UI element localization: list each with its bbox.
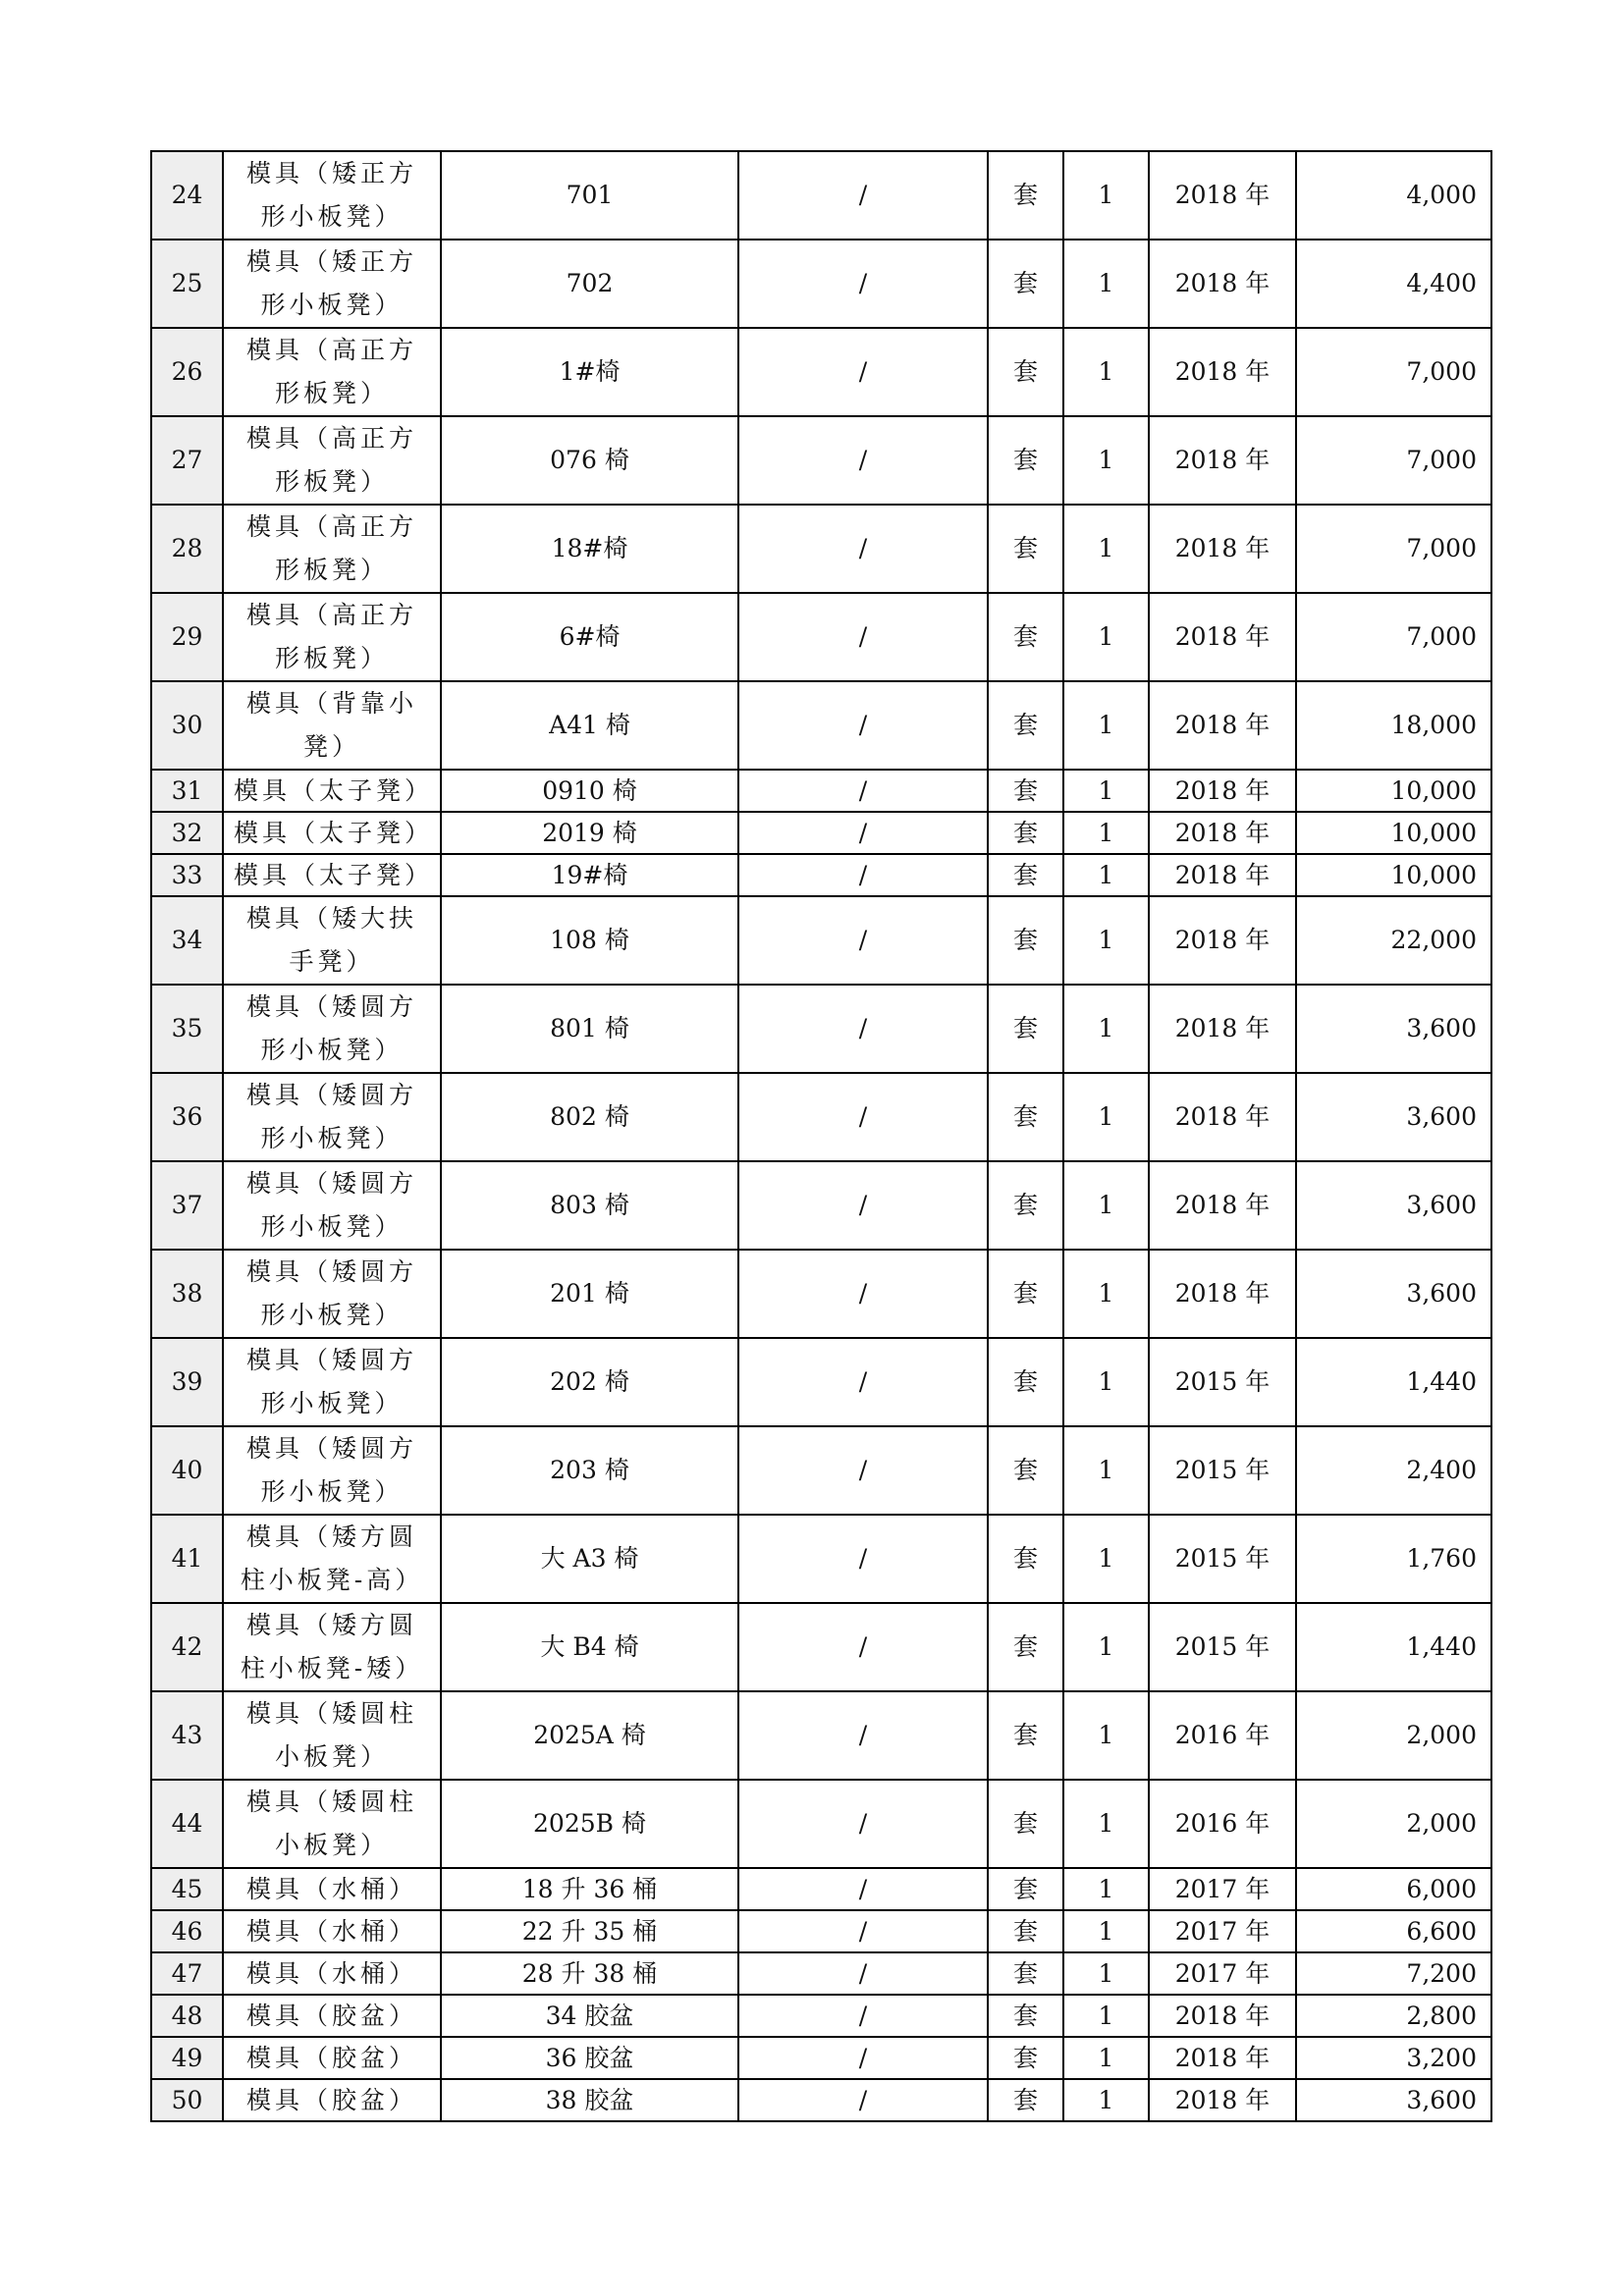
item-year-cell: 2018 年 [1149,812,1296,854]
item-spec-cell: / [738,1780,988,1868]
item-name-cell [223,1952,441,1995]
item-year-cell: 2018 年 [1149,505,1296,593]
item-value-cell: 3,600 [1296,985,1491,1073]
item-model-cell: 2019 椅 [441,812,738,854]
asset-table [150,150,1492,2122]
item-model-cell: 36 胶盆 [441,2037,738,2079]
item-value-cell: 3,600 [1296,1073,1491,1161]
item-year-cell: 2015 年 [1149,1338,1296,1426]
item-unit-cell: 套 [988,681,1063,770]
item-name: 模具（高正方形板凳） [245,336,417,407]
item-unit-cell: 套 [988,1161,1063,1250]
table-row [151,328,1491,416]
row-number-cell: 26 [151,328,223,416]
item-model-cell: A41 椅 [441,681,738,770]
item-model-cell: 2025A 椅 [441,1691,738,1780]
item-unit-cell: 套 [988,1515,1063,1603]
item-value-cell: 6,600 [1296,1910,1491,1952]
row-number-cell: 28 [151,505,223,593]
item-name-cell [223,770,441,812]
item-unit-cell: 套 [988,2079,1063,2121]
item-spec-cell: / [738,1910,988,1952]
table-row [151,1995,1491,2037]
item-name-cell [223,812,441,854]
item-year-cell: 2016 年 [1149,1691,1296,1780]
item-quantity-cell: 1 [1063,1780,1149,1868]
item-quantity-cell: 1 [1063,1910,1149,1952]
table-row [151,812,1491,854]
item-unit-cell: 套 [988,240,1063,328]
item-name: 模具（水桶） [245,1917,417,1946]
item-quantity-cell: 1 [1063,812,1149,854]
item-model-cell: 34 胶盆 [441,1995,738,2037]
item-value-cell: 4,400 [1296,240,1491,328]
row-number-cell: 41 [151,1515,223,1603]
row-number-cell: 44 [151,1780,223,1868]
item-year-cell: 2018 年 [1149,770,1296,812]
item-name: 模具（矮圆柱小板凳） [245,1788,417,1859]
table-row [151,1250,1491,1338]
item-quantity-cell: 1 [1063,240,1149,328]
item-year-cell: 2018 年 [1149,151,1296,240]
table-row [151,151,1491,240]
item-name-cell [223,593,441,681]
item-year-cell: 2018 年 [1149,2037,1296,2079]
item-year-cell: 2018 年 [1149,416,1296,505]
item-model-cell: 802 椅 [441,1073,738,1161]
item-spec-cell: / [738,985,988,1073]
item-name-cell [223,854,441,896]
item-quantity-cell: 1 [1063,593,1149,681]
item-quantity-cell: 1 [1063,1426,1149,1515]
item-value-cell: 2,000 [1296,1780,1491,1868]
item-value-cell: 1,760 [1296,1515,1491,1603]
row-number-cell: 42 [151,1603,223,1691]
item-unit-cell: 套 [988,593,1063,681]
item-name-cell [223,328,441,416]
item-year-cell: 2017 年 [1149,1952,1296,1995]
item-quantity-cell: 1 [1063,151,1149,240]
item-name-cell [223,1780,441,1868]
table-row [151,896,1491,985]
item-name-cell [223,2037,441,2079]
item-year-cell: 2015 年 [1149,1426,1296,1515]
item-year-cell: 2018 年 [1149,854,1296,896]
item-spec-cell: / [738,1691,988,1780]
item-model-cell: 22 升 35 桶 [441,1910,738,1952]
item-year-cell: 2016 年 [1149,1780,1296,1868]
item-name: 模具（高正方形板凳） [245,424,417,496]
item-model-cell: 38 胶盆 [441,2079,738,2121]
item-unit-cell: 套 [988,770,1063,812]
item-year-cell: 2018 年 [1149,1073,1296,1161]
item-spec-cell: / [738,1338,988,1426]
item-spec-cell: / [738,1952,988,1995]
item-model-cell: 28 升 38 桶 [441,1952,738,1995]
item-year-cell: 2018 年 [1149,593,1296,681]
item-spec-cell: / [738,240,988,328]
item-spec-cell: / [738,1603,988,1691]
item-name: 模具（矮圆方形小板凳） [245,1169,417,1241]
item-year-cell: 2017 年 [1149,1868,1296,1910]
item-year-cell: 2018 年 [1149,985,1296,1073]
item-unit-cell: 套 [988,1338,1063,1426]
item-quantity-cell: 1 [1063,681,1149,770]
item-unit-cell: 套 [988,1073,1063,1161]
table-row [151,1780,1491,1868]
item-unit-cell: 套 [988,1426,1063,1515]
item-year-cell: 2015 年 [1149,1603,1296,1691]
item-name-cell [223,2079,441,2121]
item-year-cell: 2015 年 [1149,1515,1296,1603]
item-spec-cell: / [738,2079,988,2121]
item-model-cell: 1#椅 [441,328,738,416]
row-number-cell: 39 [151,1338,223,1426]
item-value-cell: 3,600 [1296,1250,1491,1338]
row-number-cell: 35 [151,985,223,1073]
item-name: 模具（胶盆） [245,2044,417,2072]
item-spec-cell: / [738,1515,988,1603]
item-quantity-cell: 1 [1063,896,1149,985]
item-value-cell: 7,000 [1296,328,1491,416]
item-value-cell: 1,440 [1296,1603,1491,1691]
item-unit-cell: 套 [988,1780,1063,1868]
asset-table-body [151,151,1491,2121]
item-spec-cell: / [738,681,988,770]
item-spec-cell: / [738,328,988,416]
item-name-cell [223,896,441,985]
item-spec-cell: / [738,812,988,854]
item-value-cell: 1,440 [1296,1338,1491,1426]
table-row [151,1515,1491,1603]
item-name: 模具（矮圆方形小板凳） [245,1081,417,1152]
row-number-cell: 25 [151,240,223,328]
item-unit-cell: 套 [988,1995,1063,2037]
item-value-cell: 3,600 [1296,1161,1491,1250]
item-value-cell: 7,000 [1296,505,1491,593]
item-name-cell [223,985,441,1073]
item-model-cell: 702 [441,240,738,328]
item-quantity-cell: 1 [1063,1338,1149,1426]
item-year-cell: 2018 年 [1149,896,1296,985]
item-year-cell: 2018 年 [1149,681,1296,770]
item-model-cell: 大 B4 椅 [441,1603,738,1691]
item-name-cell [223,240,441,328]
item-spec-cell: / [738,2037,988,2079]
item-model-cell: 6#椅 [441,593,738,681]
item-unit-cell: 套 [988,2037,1063,2079]
item-year-cell: 2018 年 [1149,1995,1296,2037]
table-row [151,240,1491,328]
row-number-cell: 29 [151,593,223,681]
item-quantity-cell: 1 [1063,505,1149,593]
item-spec-cell: / [738,593,988,681]
item-model-cell: 203 椅 [441,1426,738,1515]
item-name: 模具（矮圆方形小板凳） [245,992,417,1064]
item-spec-cell: / [738,854,988,896]
item-year-cell: 2018 年 [1149,1250,1296,1338]
item-spec-cell: / [738,1073,988,1161]
item-year-cell: 2018 年 [1149,1161,1296,1250]
item-spec-cell: / [738,505,988,593]
row-number-cell: 43 [151,1691,223,1780]
table-row [151,1161,1491,1250]
item-quantity-cell: 1 [1063,854,1149,896]
row-number-cell: 40 [151,1426,223,1515]
item-unit-cell: 套 [988,1910,1063,1952]
item-value-cell: 2,400 [1296,1426,1491,1515]
item-model-cell: 18 升 36 桶 [441,1868,738,1910]
item-value-cell: 18,000 [1296,681,1491,770]
table-row [151,2037,1491,2079]
item-unit-cell: 套 [988,505,1063,593]
table-row [151,1952,1491,1995]
item-unit-cell: 套 [988,1250,1063,1338]
item-name: 模具（矮大扶手凳） [245,904,417,976]
item-unit-cell: 套 [988,812,1063,854]
table-row [151,1338,1491,1426]
row-number-cell: 49 [151,2037,223,2079]
item-spec-cell: / [738,1250,988,1338]
item-name: 模具（太子凳） [234,819,434,847]
item-value-cell: 10,000 [1296,854,1491,896]
item-name: 模具（矮圆方形小板凳） [245,1434,417,1506]
item-year-cell: 2017 年 [1149,1910,1296,1952]
item-quantity-cell: 1 [1063,2037,1149,2079]
item-value-cell: 22,000 [1296,896,1491,985]
item-model-cell: 2025B 椅 [441,1780,738,1868]
table-row [151,1426,1491,1515]
item-name: 模具（太子凳） [234,861,434,889]
item-unit-cell: 套 [988,1952,1063,1995]
row-number-cell: 38 [151,1250,223,1338]
item-spec-cell: / [738,896,988,985]
item-name-cell [223,1995,441,2037]
item-name: 模具（矮方圆柱小板凳-高） [240,1522,424,1594]
row-number-cell: 50 [151,2079,223,2121]
item-name-cell [223,1691,441,1780]
row-number-cell: 46 [151,1910,223,1952]
row-number-cell: 24 [151,151,223,240]
item-name: 模具（矮圆方形小板凳） [245,1257,417,1329]
table-row [151,2079,1491,2121]
item-name-cell [223,1426,441,1515]
item-model-cell: 202 椅 [441,1338,738,1426]
item-name-cell [223,1338,441,1426]
row-number-cell: 31 [151,770,223,812]
item-unit-cell: 套 [988,896,1063,985]
item-name-cell [223,416,441,505]
item-unit-cell: 套 [988,854,1063,896]
item-quantity-cell: 1 [1063,416,1149,505]
item-unit-cell: 套 [988,151,1063,240]
item-quantity-cell: 1 [1063,328,1149,416]
item-name: 模具（矮正方形小板凳） [245,159,417,231]
item-model-cell: 701 [441,151,738,240]
item-name: 模具（矮方圆柱小板凳-矮） [240,1611,424,1682]
item-unit-cell: 套 [988,1691,1063,1780]
item-quantity-cell: 1 [1063,985,1149,1073]
item-model-cell: 19#椅 [441,854,738,896]
item-unit-cell: 套 [988,1603,1063,1691]
row-number-cell: 36 [151,1073,223,1161]
row-number-cell: 33 [151,854,223,896]
item-quantity-cell: 1 [1063,1603,1149,1691]
table-row [151,770,1491,812]
item-unit-cell: 套 [988,1868,1063,1910]
item-name-cell [223,681,441,770]
item-name: 模具（高正方形板凳） [245,512,417,584]
table-row [151,1691,1491,1780]
table-row [151,505,1491,593]
item-spec-cell: / [738,770,988,812]
row-number-cell: 37 [151,1161,223,1250]
item-quantity-cell: 1 [1063,770,1149,812]
item-unit-cell: 套 [988,985,1063,1073]
item-quantity-cell: 1 [1063,1868,1149,1910]
row-number-cell: 48 [151,1995,223,2037]
item-name-cell [223,1603,441,1691]
item-name: 模具（水桶） [245,1875,417,1903]
item-name: 模具（胶盆） [245,2086,417,2114]
item-value-cell: 7,000 [1296,416,1491,505]
item-value-cell: 2,800 [1296,1995,1491,2037]
item-model-cell: 201 椅 [441,1250,738,1338]
item-unit-cell: 套 [988,416,1063,505]
item-value-cell: 4,000 [1296,151,1491,240]
table-row [151,681,1491,770]
row-number-cell: 47 [151,1952,223,1995]
item-model-cell: 108 椅 [441,896,738,985]
item-quantity-cell: 1 [1063,1995,1149,2037]
item-name: 模具（水桶） [245,1959,417,1988]
item-spec-cell: / [738,1161,988,1250]
item-value-cell: 6,000 [1296,1868,1491,1910]
item-name-cell [223,1250,441,1338]
item-spec-cell: / [738,416,988,505]
item-name-cell [223,151,441,240]
item-value-cell: 3,200 [1296,2037,1491,2079]
item-year-cell: 2018 年 [1149,240,1296,328]
item-name-cell [223,1868,441,1910]
item-name-cell [223,1910,441,1952]
table-row [151,985,1491,1073]
table-row [151,1868,1491,1910]
item-spec-cell: / [738,1868,988,1910]
item-name: 模具（矮圆柱小板凳） [245,1699,417,1771]
item-name: 模具（太子凳） [234,776,434,805]
item-model-cell: 801 椅 [441,985,738,1073]
table-row [151,416,1491,505]
item-quantity-cell: 1 [1063,1073,1149,1161]
item-model-cell: 0910 椅 [441,770,738,812]
item-name-cell [223,505,441,593]
item-quantity-cell: 1 [1063,1515,1149,1603]
item-name: 模具（矮正方形小板凳） [245,247,417,319]
table-row [151,1603,1491,1691]
item-model-cell: 大 A3 椅 [441,1515,738,1603]
row-number-cell: 32 [151,812,223,854]
item-value-cell: 7,200 [1296,1952,1491,1995]
item-spec-cell: / [738,151,988,240]
item-model-cell: 803 椅 [441,1161,738,1250]
row-number-cell: 27 [151,416,223,505]
item-name: 模具（胶盆） [245,2002,417,2030]
item-value-cell: 3,600 [1296,2079,1491,2121]
item-year-cell: 2018 年 [1149,2079,1296,2121]
item-name: 模具（背靠小凳） [245,689,417,761]
item-quantity-cell: 1 [1063,1952,1149,1995]
table-row [151,1910,1491,1952]
row-number-cell: 30 [151,681,223,770]
item-unit-cell: 套 [988,328,1063,416]
item-value-cell: 10,000 [1296,770,1491,812]
item-quantity-cell: 1 [1063,2079,1149,2121]
item-quantity-cell: 1 [1063,1161,1149,1250]
item-year-cell: 2018 年 [1149,328,1296,416]
table-row [151,854,1491,896]
item-model-cell: 18#椅 [441,505,738,593]
item-value-cell: 2,000 [1296,1691,1491,1780]
item-name-cell [223,1073,441,1161]
item-spec-cell: / [738,1426,988,1515]
item-quantity-cell: 1 [1063,1250,1149,1338]
row-number-cell: 45 [151,1868,223,1910]
item-name-cell [223,1161,441,1250]
item-value-cell: 10,000 [1296,812,1491,854]
item-spec-cell: / [738,1995,988,2037]
row-number-cell: 34 [151,896,223,985]
table-row [151,1073,1491,1161]
item-value-cell: 7,000 [1296,593,1491,681]
item-quantity-cell: 1 [1063,1691,1149,1780]
table-row [151,593,1491,681]
item-name: 模具（高正方形板凳） [245,601,417,672]
item-name-cell [223,1515,441,1603]
item-name: 模具（矮圆方形小板凳） [245,1346,417,1417]
item-model-cell: 076 椅 [441,416,738,505]
